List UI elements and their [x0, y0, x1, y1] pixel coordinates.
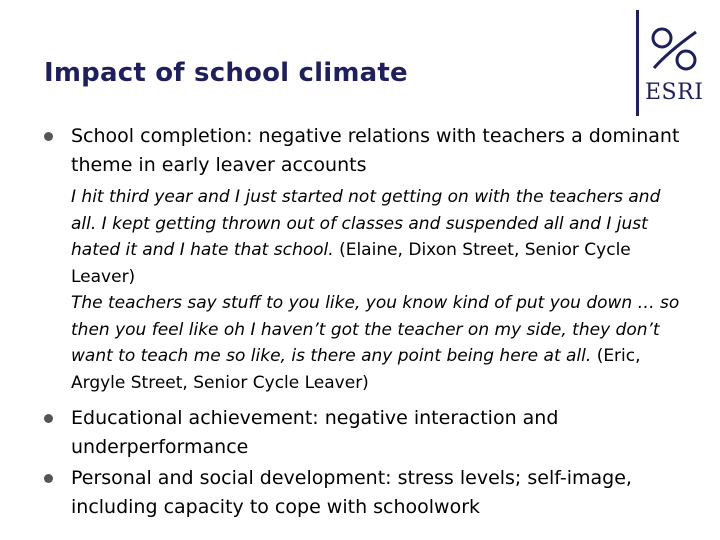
logo-text: ESRI — [645, 80, 704, 105]
quote-block — [44, 290, 684, 396]
quote-text: I hit third year and I just started not getting on with the teachers and all. I kept getting thrown out of classes and suspended all and I just hated it and I hate that school. — [71, 187, 661, 260]
bullet-item — [44, 404, 684, 462]
bullet-text: Personal and social development: stress levels; self-image, including capacity to cope with schoolwork — [71, 467, 632, 518]
quote-attribution: (Eric, Argyle Street, Senior Cycle Leaver) — [71, 346, 641, 393]
logo-bar — [636, 10, 639, 116]
esri-logo-icon — [648, 24, 702, 76]
bullet-text: Educational achievement: negative interaction and underperformance — [71, 407, 559, 458]
bullet-dot-icon — [44, 132, 53, 141]
slide-title: Impact of school climate — [44, 58, 408, 88]
bullet-list — [44, 122, 684, 522]
esri-logo — [636, 10, 708, 118]
quote-block — [44, 184, 684, 290]
bullet-dot-icon — [44, 474, 53, 483]
bullet-item — [44, 464, 684, 522]
bullet-text: School completion: negative relations with teachers a dominant theme in early leaver accounts — [71, 125, 680, 176]
bullet-dot-icon — [44, 414, 53, 423]
bullet-item — [44, 122, 684, 180]
quote-text: The teachers say stuff to you like, you know kind of put you down … so then you feel like oh I haven’t got the teacher on my side, they don’t want to teach me so like, is there any point being here at all. — [71, 293, 680, 366]
quote-attribution: (Elaine, Dixon Street, Senior Cycle Leaver) — [71, 240, 631, 287]
